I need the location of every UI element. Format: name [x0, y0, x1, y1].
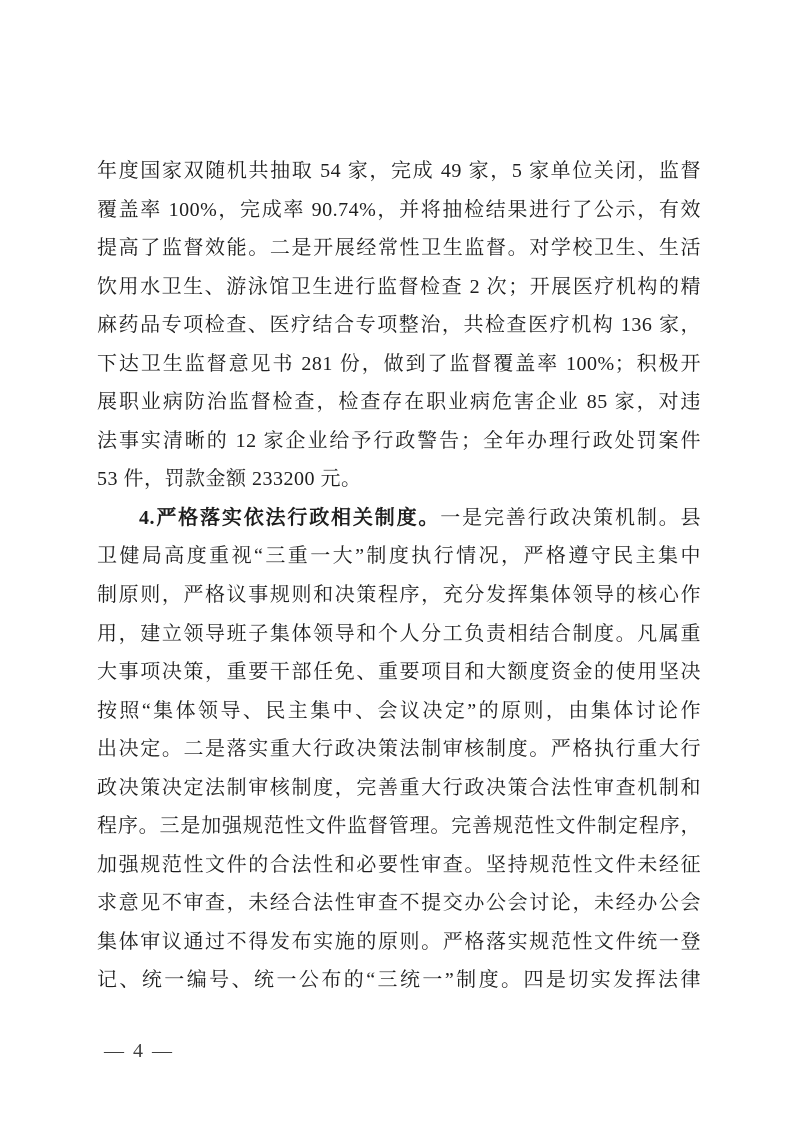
text-line: 程序。三是加强规范性文件监督管理。完善规范性文件制定程序，: [97, 815, 701, 838]
text-line: 年度国家双随机共抽取 54 家，完成 49 家，5 家单位关闭，监督: [97, 160, 701, 182]
page-number: — 4 —: [104, 1040, 174, 1062]
text-line: 求意见不审查，未经合法性审查不提交办公会讨论，未经办公会: [97, 892, 701, 915]
text-line: 集体审议通过不得发布实施的原则。严格落实规范性文件统一登: [97, 930, 701, 953]
text-line: 法事实清晰的 12 家企业给予行政警告；全年办理行政处罚案件: [97, 429, 701, 452]
text-line: 麻药品专项检查、医疗结合专项整治，共检查医疗机构 136 家，: [97, 314, 701, 337]
text-line: 饮用水卫生、游泳馆卫生进行监督检查 2 次；开展医疗机构的精: [97, 275, 701, 298]
text-line: 53 件，罚款金额 233200 元。: [97, 468, 362, 491]
text-line: 展职业病防治监督检查，检查存在职业病危害企业 85 家，对违: [97, 391, 701, 414]
text-line: 用，建立领导班子集体领导和个人分工负责相结合制度。凡属重: [97, 622, 701, 645]
text-line: 出决定。二是落实重大行政决策法制审核制度。严格执行重大行: [97, 738, 701, 761]
text-line: 政决策决定法制审核制度，完善重大行政决策合法性审查机制和: [97, 776, 701, 799]
text-line: [97, 499, 701, 538]
text-line: 覆盖率 100%，完成率 90.74%，并将抽检结果进行了公示，有效: [97, 198, 701, 221]
text-line: 按照“集体领导、民主集中、会议决定”的原则，由集体讨论作: [97, 699, 701, 722]
text-run: 一是完善行政决策机制。县: [440, 506, 702, 529]
text-line: 大事项决策，重要干部任免、重要项目和大额度资金的使用坚决: [97, 661, 701, 684]
text-line: 下达卫生监督意见书 281 份，做到了监督覆盖率 100%；积极开: [97, 352, 701, 375]
text-line: 卫健局高度重视“三重一大”制度执行情况，严格遵守民主集中: [97, 545, 701, 568]
text-line: 提高了监督效能。二是开展经常性卫生监督。对学校卫生、生活: [97, 237, 701, 260]
section-heading: 4.严格落实依法行政相关制度。: [139, 506, 441, 529]
text-line: 记、统一编号、统一公布的“三统一”制度。四是切实发挥法律: [97, 969, 701, 992]
text-line: 制原则，严格议事规则和决策程序，充分发挥集体领导的核心作: [97, 584, 701, 607]
text-line: 加强规范性文件的合法性和必要性审查。坚持规范性文件未经征: [97, 853, 701, 876]
document-body: [97, 152, 701, 1000]
